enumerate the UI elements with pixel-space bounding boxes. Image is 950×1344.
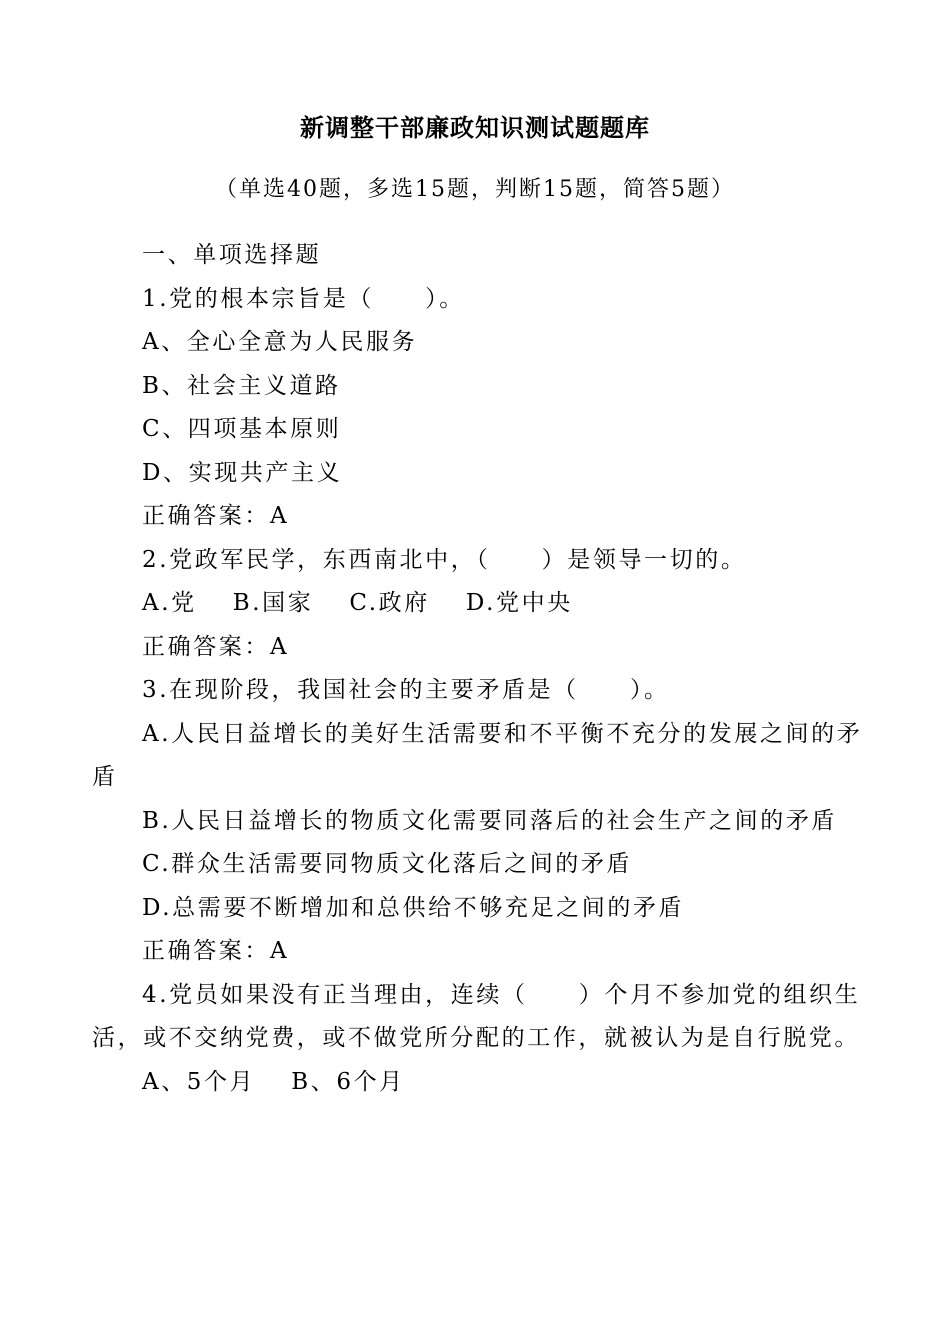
question-1-answer: 正确答案：A [142, 503, 290, 529]
question-1-option-d: D、实现共产主义 [142, 460, 343, 486]
question-2-option-d: D.党中央 [465, 590, 573, 616]
question-2-option-c: C.政府 [349, 590, 430, 616]
question-4-option-a: A、5个月 [142, 1069, 256, 1095]
document-subtitle: （单选40题，多选15题，判断15题，简答5题） [215, 177, 735, 202]
question-2-options [142, 584, 573, 617]
question-3-answer: 正确答案：A [142, 938, 290, 964]
question-3-stem: 3.在现阶段，我国社会的主要矛盾是（ ）。 [142, 677, 670, 703]
question-4-option-b: B、6个月 [291, 1069, 405, 1095]
question-3-option-b: B.人民日益增长的物质文化需要同落后的社会生产之间的矛盾 [142, 808, 838, 834]
question-3-option-a-line2: 盾 [92, 764, 118, 790]
question-2-option-b: B.国家 [232, 590, 314, 616]
question-2-stem: 2.党政军民学，东西南北中，（ ）是领导一切的。 [142, 547, 747, 573]
question-3-option-c: C.群众生活需要同物质文化落后之间的矛盾 [142, 851, 633, 877]
section-heading: 一、单项选择题 [142, 242, 322, 268]
question-4-stem-line1: 4.党员如果没有正当理由，连续（ ）个月不参加党的组织生 [142, 982, 861, 1008]
question-3-option-d: D.总需要不断增加和总供给不够充足之间的矛盾 [142, 895, 685, 921]
question-4-options [142, 1063, 405, 1096]
document-title: 新调整干部廉政知识测试题题库 [300, 113, 650, 142]
question-1-stem: 1.党的根本宗旨是（ ）。 [142, 286, 465, 312]
question-3-option-a-line1: A.人民日益增长的美好生活需要和不平衡不充分的发展之间的矛 [142, 721, 863, 747]
question-1-option-a: A、全心全意为人民服务 [142, 329, 418, 355]
question-2-answer: 正确答案：A [142, 634, 290, 660]
question-1-option-b: B、社会主义道路 [142, 373, 341, 399]
question-4-stem-line2: 活，或不交纳党费，或不做党所分配的工作，就被认为是自行脱党。 [92, 1025, 860, 1051]
question-1-option-c: C、四项基本原则 [142, 416, 342, 442]
question-2-option-a: A.党 [142, 590, 197, 616]
